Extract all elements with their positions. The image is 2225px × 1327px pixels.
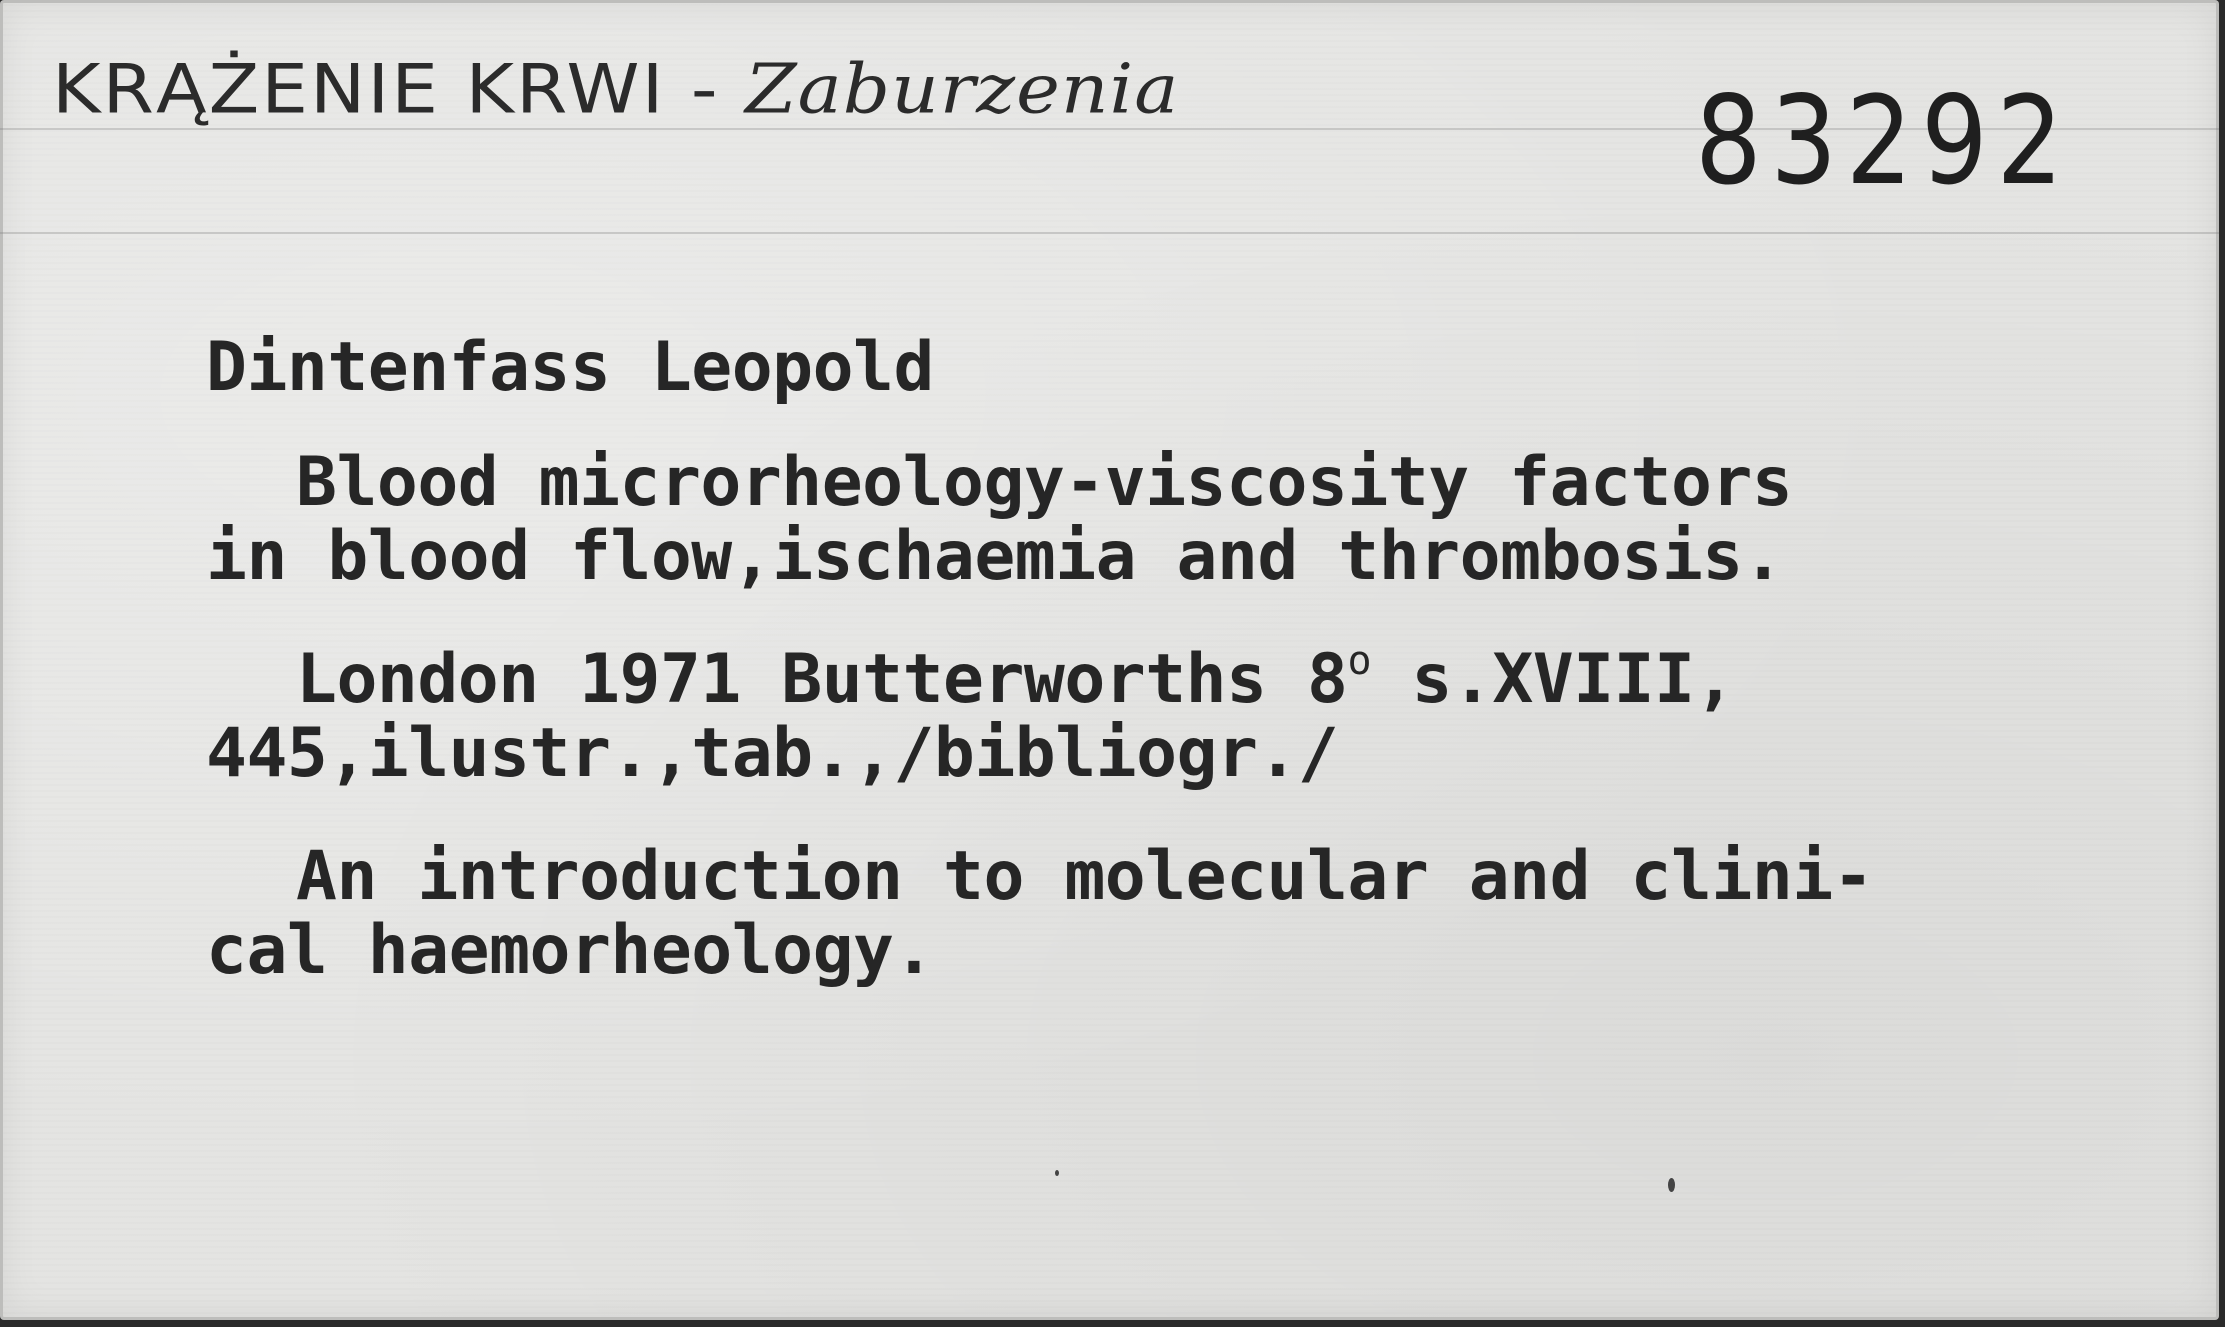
format-degree: o (1347, 638, 1372, 684)
ruled-line (0, 232, 2219, 234)
subject-heading-handwritten: Zaburzenia (745, 50, 1180, 130)
imprint-pages: s.XVIII, (1371, 640, 1735, 719)
call-number: 83292 (1695, 70, 2072, 212)
ink-speck (1055, 1170, 1059, 1176)
imprint-text: London 1971 Butterworths 8 (296, 640, 1348, 719)
note-line-1: An introduction to molecular and clini- (296, 837, 1874, 916)
note-line-2: cal haemorheology. (206, 911, 934, 990)
author: Dintenfass Leopold (206, 328, 934, 407)
title-line-1: Blood microrheology-viscosity factors (296, 443, 1793, 522)
imprint-line-1 (296, 640, 1735, 719)
imprint-line-2: 445,ilustr.,tab.,/bibliogr./ (206, 714, 1339, 793)
title-line-2: in blood flow,ischaemia and thrombosis. (206, 517, 1784, 596)
subject-heading-printed: KRĄŻENIE KRWI - (52, 50, 746, 130)
ink-speck (1668, 1178, 1675, 1192)
subject-heading (52, 50, 1179, 129)
